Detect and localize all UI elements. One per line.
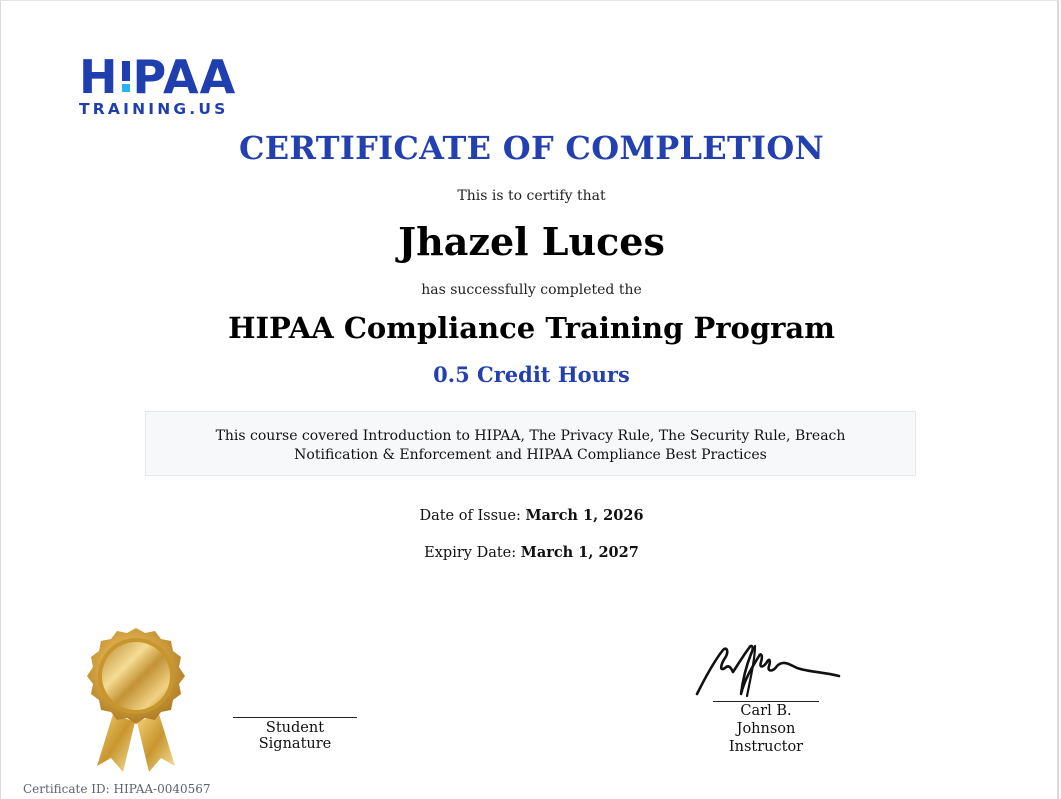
instructor-signature-icon bbox=[693, 638, 843, 700]
issue-date-value: March 1, 2026 bbox=[525, 507, 644, 524]
logo-text-paa: PAA bbox=[132, 50, 237, 104]
instructor-title: Instructor bbox=[728, 739, 804, 755]
logo-text-h: H bbox=[79, 50, 119, 104]
gold-award-seal-icon bbox=[75, 626, 197, 776]
student-signature-line bbox=[233, 717, 357, 752]
credit-hours: 0.5 Credit Hours bbox=[433, 362, 630, 387]
certify-line: This is to certify that bbox=[457, 188, 606, 204]
expiry-date-value: March 1, 2027 bbox=[520, 544, 639, 561]
course-description-box bbox=[145, 411, 916, 476]
course-description: This course covered Introduction to HIPAA, The Privacy Rule, The Security Rule, Breach Notification & Enforcement and HIPAA Compliance Best Practices bbox=[215, 428, 846, 463]
instructor-name: Carl B. Johnson bbox=[736, 703, 796, 737]
student-signature-label: Student Signature bbox=[258, 720, 332, 752]
expiry-date-label: Expiry Date: bbox=[424, 545, 517, 561]
logo-subtitle: TRAINING.US bbox=[79, 100, 229, 118]
logo-exclamation-icon bbox=[119, 57, 133, 97]
instructor-signature-line bbox=[713, 701, 819, 756]
issue-date-label: Date of Issue: bbox=[419, 508, 521, 524]
issue-date-row bbox=[1, 507, 1061, 524]
certificate-id: Certificate ID: HIPAA-0040567 bbox=[23, 782, 211, 796]
expiry-date-row bbox=[1, 544, 1061, 561]
logo-wordmark bbox=[79, 50, 244, 104]
completed-line: has successfully completed the bbox=[421, 282, 642, 298]
hipaa-training-logo bbox=[79, 50, 244, 118]
recipient-name: Jhazel Luces bbox=[398, 219, 665, 264]
certificate-title: CERTIFICATE OF COMPLETION bbox=[238, 129, 825, 167]
program-name: HIPAA Compliance Training Program bbox=[228, 311, 835, 345]
